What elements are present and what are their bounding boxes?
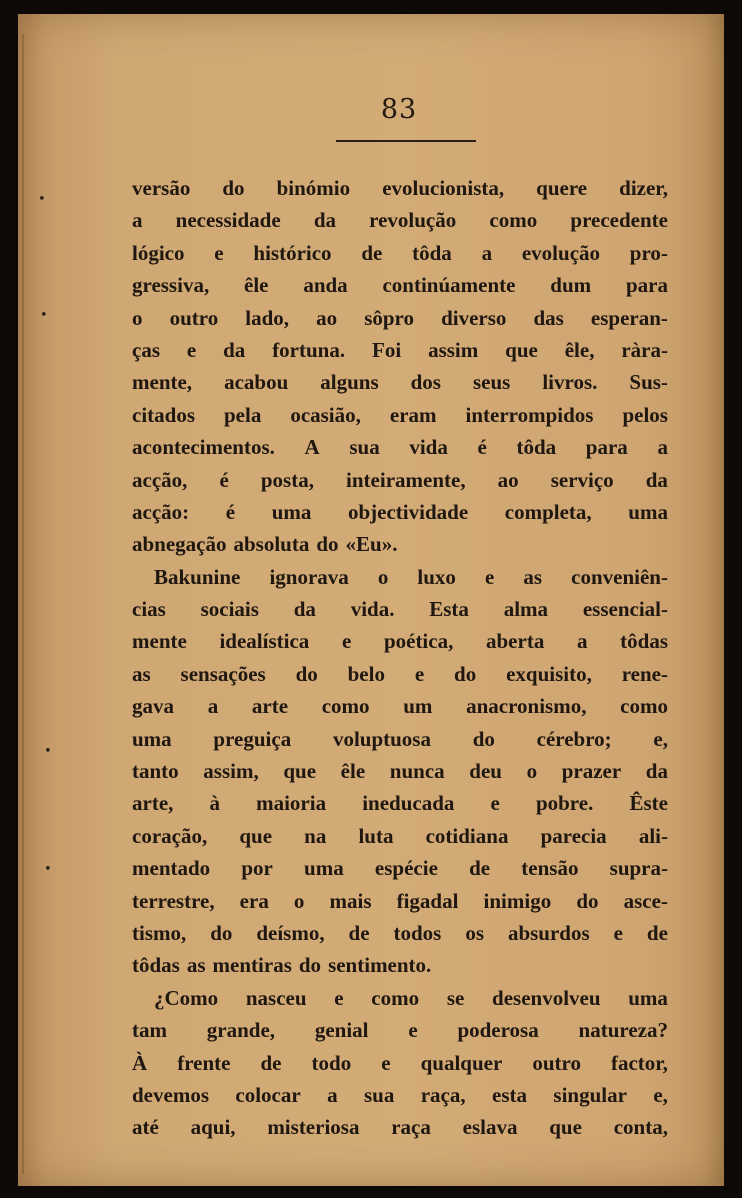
text-line: gava a arte como um anacronismo, como: [132, 694, 668, 719]
text-line: o outro lado, ao sôpro diverso das esperan-: [132, 305, 668, 330]
binding-edge: [22, 34, 24, 1174]
text-line: uma preguiça voluptuosa do cérebro; e,: [132, 726, 668, 751]
text-line: acção, é posta, inteiramente, ao serviço da: [132, 467, 668, 492]
text-line: tismo, do deísmo, de todos os absurdos e de: [132, 920, 668, 945]
text-line: arte, à maioria ineducada e pobre. Êste: [132, 791, 668, 816]
margin-mark: •: [44, 744, 52, 759]
text-line: terrestre, era o mais figadal inimigo do asce-: [132, 888, 668, 913]
text-line: ças e da fortuna. Foi assim que êle, ràra-: [132, 337, 668, 362]
text-line: gressiva, êle anda continúamente dum para: [132, 273, 668, 298]
text-line: citados pela ocasião, eram interrompidos pelos: [132, 402, 668, 427]
text-line: versão do binómio evolucionista, quere dizer,: [132, 176, 668, 200]
margin-mark: •: [40, 308, 48, 323]
text-line: mente idealística e poética, aberta a tôdas: [132, 629, 668, 654]
book-page: [18, 14, 724, 1186]
text-line: a necessidade da revolução como precedente: [132, 208, 668, 233]
text-line: tam grande, genial e poderosa natureza?: [132, 1018, 668, 1043]
text-line: cias sociais da vida. Esta alma essencial-: [132, 597, 668, 622]
text-line: até aqui, misteriosa raça eslava que conta,: [132, 1115, 668, 1140]
text-line: ¿Como nasceu e como se desenvolveu uma: [154, 985, 668, 1010]
text-line: mente, acabou alguns dos seus livros. Sus-: [132, 370, 668, 395]
text-line: À frente de todo e qualquer outro factor,: [132, 1050, 668, 1075]
text-line: acção: é uma objectividade completa, uma: [132, 499, 668, 524]
text-line: acontecimentos. A sua vida é tôda para a: [132, 435, 668, 460]
text-line: coração, que na luta cotidiana parecia ali-: [132, 823, 668, 848]
body-text: [132, 172, 668, 1144]
text-line: devemos colocar a sua raça, esta singular e,: [132, 1082, 668, 1107]
text-line: as sensações do belo e do exquisito, rene-: [132, 661, 668, 686]
margin-mark: •: [38, 192, 46, 207]
page-number: 83: [380, 94, 418, 125]
text-line: lógico e histórico de tôda a evolução pro-: [132, 240, 668, 265]
text-line: mentado por uma espécie de tensão supra-: [132, 856, 668, 881]
text-line: tôdas as mentiras do sentimento.: [132, 953, 432, 978]
text-line: tanto assim, que êle nunca deu o prazer da: [132, 759, 668, 784]
text-line: Bakunine ignorava o luxo e as conveniên-: [154, 564, 668, 589]
text-line: abnegação absoluta do «Eu».: [132, 532, 398, 557]
header-rule: [336, 140, 476, 142]
margin-mark: •: [44, 862, 52, 877]
